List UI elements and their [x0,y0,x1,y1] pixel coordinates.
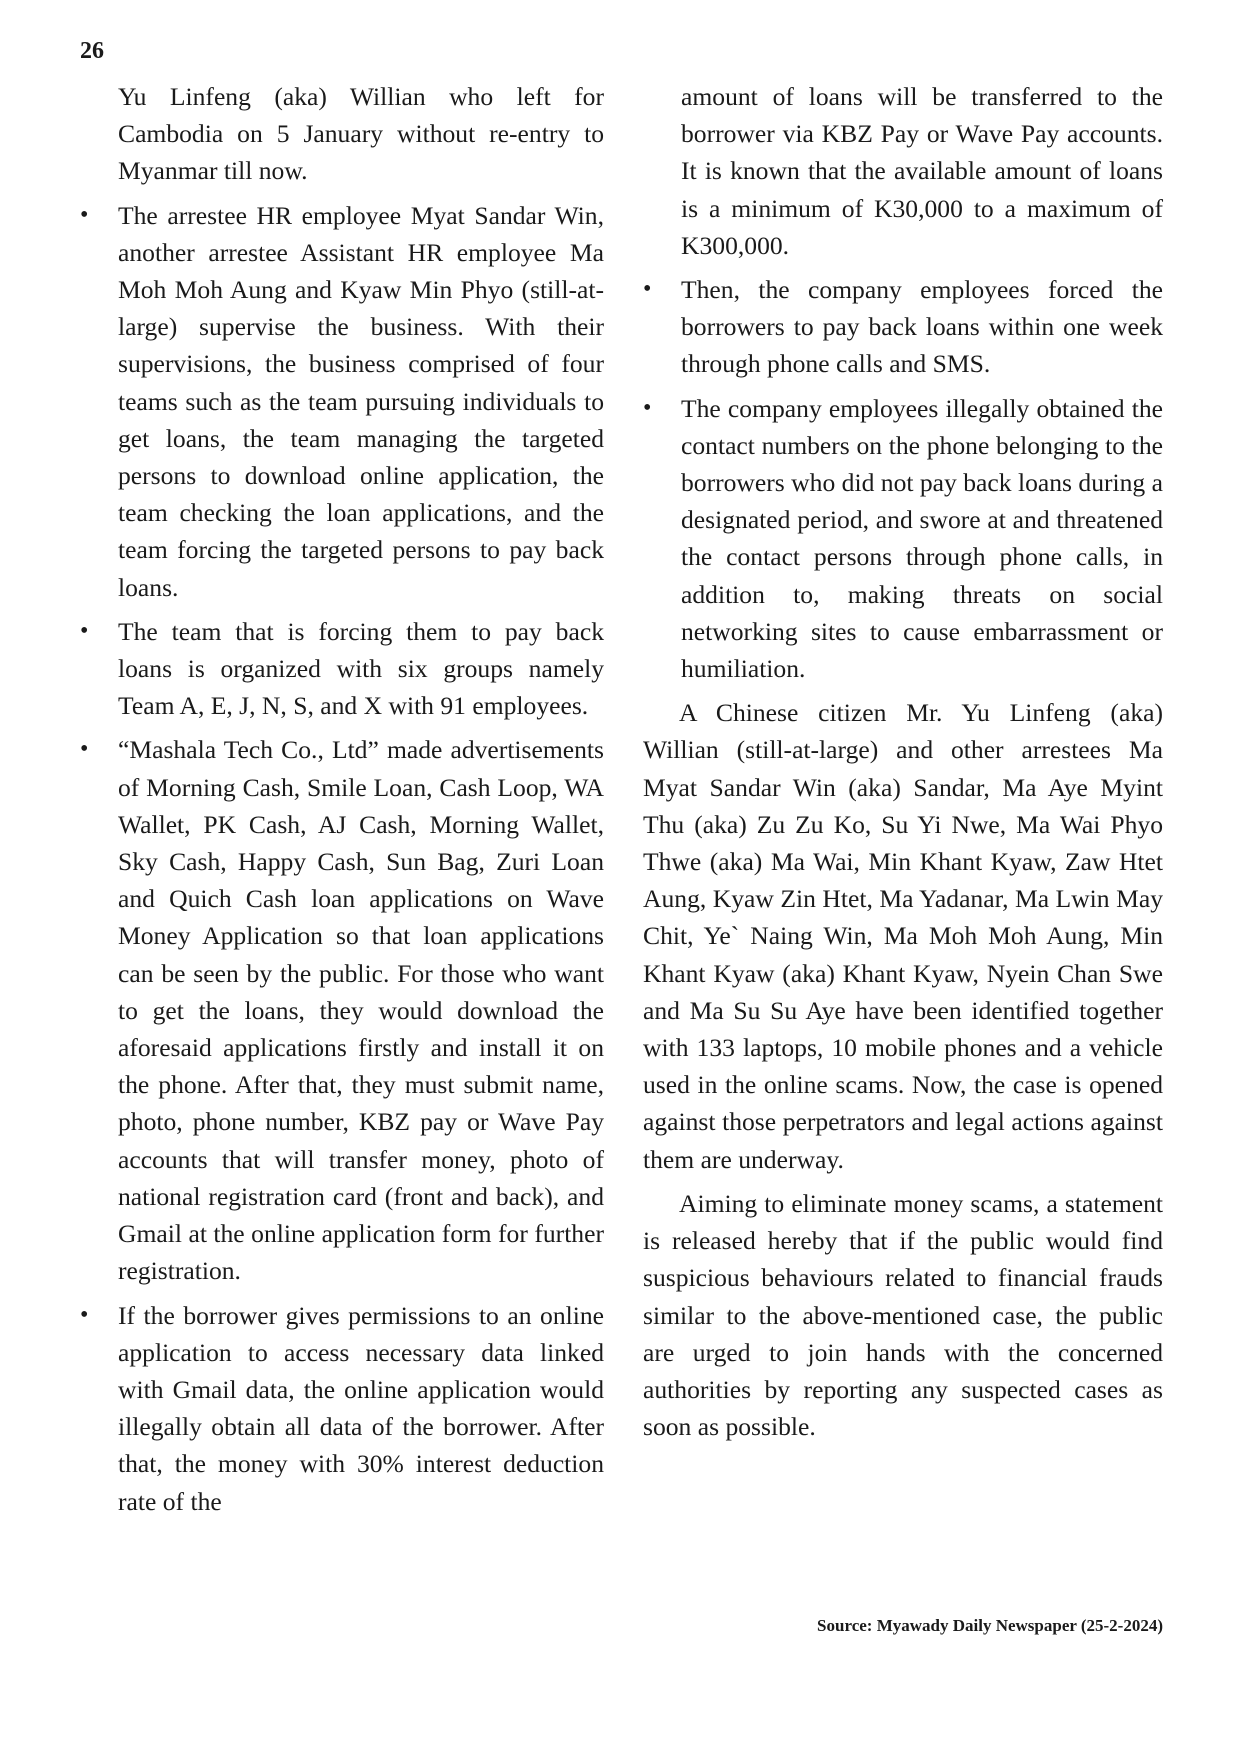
list-item [80,613,604,725]
bullet-icon: • [80,736,89,763]
list-item-text: The arrestee HR employee Myat Sandar Win, another arrestee Assistant HR employee Ma Moh Moh Aung and Kyaw Min Phyo (still-at-large) supervise the business. With their supervisions, the business comprised of four teams such as the team pursuing individuals to get loans, the team managing the targeted persons to download online application, the team checking the loan applications, and the team forcing the targeted persons to pay back loans. [118,200,604,602]
right-column [643,78,1163,1445]
body-paragraph: A Chinese citizen Mr. Yu Linfeng (aka) Willian (still-at-large) and other arrestees Ma Myat Sandar Win (aka) Sandar, Ma Aye Myint Thu (aka) Zu Zu Ko, Su Yi Nwe, Ma Wai Phyo Thwe (aka) Ma Wai, Min Khant Kyaw, Zaw Htet Aung, Kyaw Zin Htet, Ma Yadanar, Ma Lwin May Chit, Ye` Naing Win, Ma Moh Moh Aung, Min Khant Kyaw (aka) Khant Kyaw, Nyein Chan Swe and Ma Su Su Aye have been identified together with 133 laptops, 10 mobile phones and a vehicle used in the online scams. Now, the case is opened against those perpetrators and legal actions against them are underway. [643,698,1163,1174]
left-column [80,78,604,1520]
bullet-icon: • [643,394,652,421]
page-number: 26 [80,38,104,64]
bullet-icon: • [643,276,652,303]
left-bullet-list [80,197,604,1520]
continuation-text: amount of loans will be transferred to the borrower via KBZ Pay or Wave Pay accounts. It is known that the available amount of loans is a minimum of K30,000 to a maximum of K300,000. [681,82,1163,260]
bullet-icon: • [80,1301,89,1328]
list-item [643,271,1163,383]
list-item-text: “Mashala Tech Co., Ltd” made advertisements of Morning Cash, Smile Loan, Cash Loop, WA Wallet, PK Cash, AJ Cash, Morning Wallet, Sky Cash, Happy Cash, Sun Bag, Zuri Loan and Quich Cash loan applications on Wave Money Application so that loan applications can be seen by the public. For those who want to get the loans, they would download the aforesaid applications firstly and install it on the phone. After that, they must submit name, photo, phone number, KBZ pay or Wave Pay accounts that will transfer money, photo of national registration card (front and back), and Gmail at the online application form for further registration. [118,735,604,1286]
body-paragraph: Aiming to eliminate money scams, a statement is released hereby that if the public would find suspicious behaviours related to financial frauds similar to the above-mentioned case, the public are urged to join hands with the concerned authorities by reporting any suspected cases as soon as possible. [643,1188,1163,1442]
source-citation: Source: Myawady Daily Newspaper (25-2-2024) [817,1616,1163,1635]
list-item [80,1297,604,1520]
bullet-icon: • [80,201,89,228]
list-item [80,731,604,1289]
list-item-text: The company employees illegally obtained the contact numbers on the phone belonging to the borrowers who did not pay back loans during a designated period, and swore at and threatened the contact persons through phone calls, in addition to, making threats on social networking sites to cause embarrassment or humiliation. [681,393,1163,684]
list-item [643,390,1163,688]
list-item-text: The team that is forcing them to pay back loans is organized with six groups namely Team A, E, J, N, S, and X with 91 employees. [118,616,604,721]
continuation-text: Yu Linfeng (aka) Willian who left for Cambodia on 5 January without re-entry to Myanmar till now. [118,82,604,186]
list-item [80,197,604,606]
bullet-icon: • [80,617,89,644]
list-item-text: If the borrower gives permissions to an online application to access necessary data linked with Gmail data, the online application would illegally obtain all data of the borrower. After that, the money with 30% interest deduction rate of the [118,1300,604,1516]
right-bullet-list [643,271,1163,687]
list-item-text: Then, the company employees forced the borrowers to pay back loans within one week through phone calls and SMS. [681,275,1163,379]
